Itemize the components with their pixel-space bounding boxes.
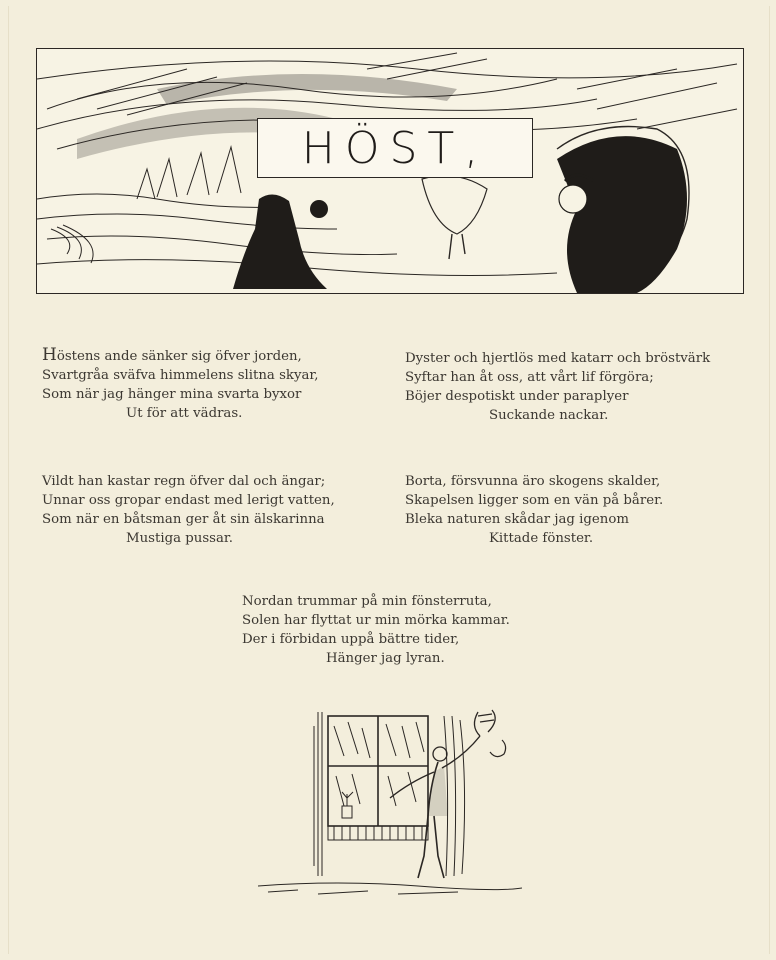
stanza-line: Bleka naturen skådar jag igenom bbox=[405, 512, 629, 527]
stanza-5 bbox=[242, 592, 510, 668]
stanza-line: Unnar oss gropar endast med lerigt vatten, bbox=[42, 493, 335, 508]
stanza-last-line: Mustiga pussar. bbox=[126, 531, 234, 546]
page-title: HÖST, bbox=[301, 122, 489, 174]
drop-cap: H bbox=[42, 345, 57, 365]
title-sign bbox=[257, 118, 533, 178]
stanza-line: Som när en båtsman ger åt sin älskarinna bbox=[42, 512, 325, 527]
stanza-line: Böjer despotiskt under paraplyer bbox=[405, 389, 629, 404]
stanza-line: Svartgråa sväfva himmelens slitna skyar, bbox=[42, 368, 319, 383]
stanza-last-line: Suckande nackar. bbox=[489, 408, 609, 423]
stanza-line-text: östens ande sänker sig öfver jorden, bbox=[56, 349, 302, 364]
stanza-line: Nordan trummar på min fönsterruta, bbox=[242, 594, 492, 609]
stanza-line: Borta, försvunna äro skogens skalder, bbox=[405, 474, 661, 489]
window-figure-drawing bbox=[258, 706, 522, 902]
stanza-line: Der i förbidan uppå bättre tider, bbox=[242, 632, 460, 647]
stanza-last-line: Hänger jag lyran. bbox=[326, 651, 445, 666]
stanza-3 bbox=[42, 472, 335, 548]
stanza-line: Skapelsen ligger som en vän på bårer. bbox=[405, 493, 664, 508]
stanza-last-line: Kittade fönster. bbox=[489, 531, 594, 546]
stanza-line: Syftar han åt oss, att vårt lif förgöra; bbox=[405, 370, 654, 385]
header-illustration bbox=[36, 48, 744, 294]
stanza-line: Dyster och hjertlös med katarr och bröstvärk bbox=[405, 351, 711, 366]
stanza-line: Solen har flyttat ur min mörka kammar. bbox=[242, 613, 510, 628]
stanza-line: Som när jag hänger mina svarta byxor bbox=[42, 387, 302, 402]
stanza-2 bbox=[405, 349, 710, 425]
lyre-hanging-illustration bbox=[258, 706, 522, 902]
stanza-last-line: Ut för att vädras. bbox=[126, 406, 243, 421]
stanza-line bbox=[42, 346, 319, 366]
stanza-4 bbox=[405, 472, 663, 548]
stanza-1 bbox=[42, 346, 319, 423]
stanza-line: Vildt han kastar regn öfver dal och ängar; bbox=[42, 474, 326, 489]
